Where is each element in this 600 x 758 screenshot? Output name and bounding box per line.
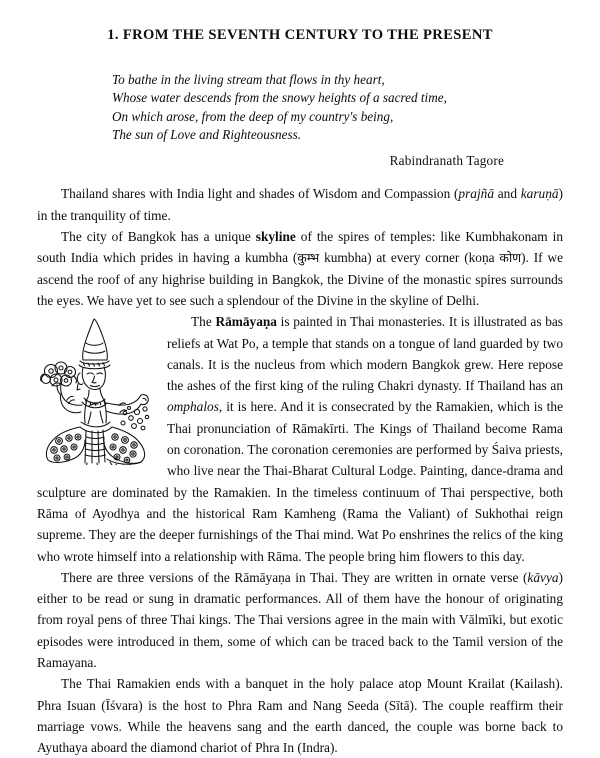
emphasis-italic: kāvya <box>527 569 559 585</box>
text-run: is painted in Thai monasteries. It is illustrated as bas reliefs at Wat Po, a temple that stands on a tongue of land guarded by two canals. It is the nucleus from which modern Bangkok grew. Here repose the ashes of the first king of the ruling Chakri dynasty. If Thailand has an <box>167 314 563 394</box>
text-run: The Thai Ramakien ends with a banquet in the holy palace atop Mount Krailat (Kailash). Phra Isuan (Īśvara) is the host to Phra Ram and Nang Seeda (Sītā). The couple reaffirm their marriage vows. While the heavens sang and the earth danced, the couple was borne back to Ayuthaya aboard the diamond chariot of Phra In (Indra). <box>37 676 563 756</box>
devanagari-term: कुम्भ <box>297 250 320 266</box>
text-run: ) either to be read or sung in dramatic performances. All of them have the honour of originating from royal pens of three Thai kings. The Thai versions agree in the main with Vālmīki, but exotic episodes were introduced in them, some of which can be traced back to the Tamil version of the Ramayana. <box>37 569 563 670</box>
text-run: The city of Bangkok has a unique <box>61 229 256 245</box>
text-run: of the spires of temples: like Kumbhakonam in south India which prides in having a kumbha ( <box>37 229 563 266</box>
paragraph <box>37 226 563 311</box>
chapter-title-text: FROM THE SEVENTH CENTURY TO THE PRESENT <box>122 27 493 43</box>
thai-celestial-figure-line-art <box>37 313 159 465</box>
paragraph <box>37 567 563 673</box>
epigraph-line: The sun of Love and Righteousness. <box>112 127 302 143</box>
document-page <box>0 27 600 756</box>
epigraph-line: On which arose, from the deep of my country's being, <box>112 108 394 124</box>
page-title <box>0 27 600 45</box>
emphasis-italic: karuṇā <box>520 186 559 202</box>
text-run: Thailand shares with India light and shades of Wisdom and Compassion ( <box>61 186 459 202</box>
emphasis-bold: Rāmāyaṇa <box>215 314 277 330</box>
epigraph-attribution: Rabindranath Tagore <box>389 152 504 168</box>
chapter-number: 1. <box>107 27 119 43</box>
text-run: ) in the tranquility of time. <box>37 186 563 223</box>
emphasis-bold: skyline <box>255 229 296 245</box>
text-run: and <box>494 186 521 202</box>
text-run: The <box>191 314 216 330</box>
paragraph <box>37 673 563 758</box>
text-run: ). If we ascend the roof of any highrise building in Bangkok, the Divine of the monastic spires surrounds the eyes. We have yet to see such a splendour of the Divine in the skyline of Delhi. <box>37 250 564 308</box>
emphasis-italic: omphalos <box>167 399 219 415</box>
paragraph <box>37 183 563 226</box>
devanagari-term: कोण <box>499 250 522 266</box>
epigraph <box>0 71 600 171</box>
epigraph-line: To bathe in the living stream that flows in thy heart, <box>112 71 385 87</box>
emphasis-italic: prajñā <box>458 186 495 202</box>
body-text <box>0 183 600 758</box>
text-run: There are three versions of the Rāmāyaṇa in Thai. They are written in ornate verse ( <box>61 569 528 585</box>
text-run: , it is here. And it is consecrated by the Ramakien, which is the Thai pronunciation of Rāmakīrti. The Kings of Thailand become Rama on coronation. The coronation ceremonies are performed by Śaiva priests, who live near the Thai-Bharat Cultural Lodge. Painting, dance-drama and sculpture are dominated by the Ramakien. In the timeless continuum of Thai perspective, both Rāma of Ayodhya and the historical Ram Kamheng (Rama the Valiant) of Sukhothai reign supreme. They are the deeper furnishings of the Thai mind. Wat Po enshrines the relics of the king who wrote himself into a relationship with Rāma. The people bring him flowers to this day. <box>37 399 563 564</box>
text-run: kumbha) at every corner (koṇa <box>319 250 500 266</box>
epigraph-line: Whose water descends from the snowy heights of a sacred time, <box>112 90 447 106</box>
